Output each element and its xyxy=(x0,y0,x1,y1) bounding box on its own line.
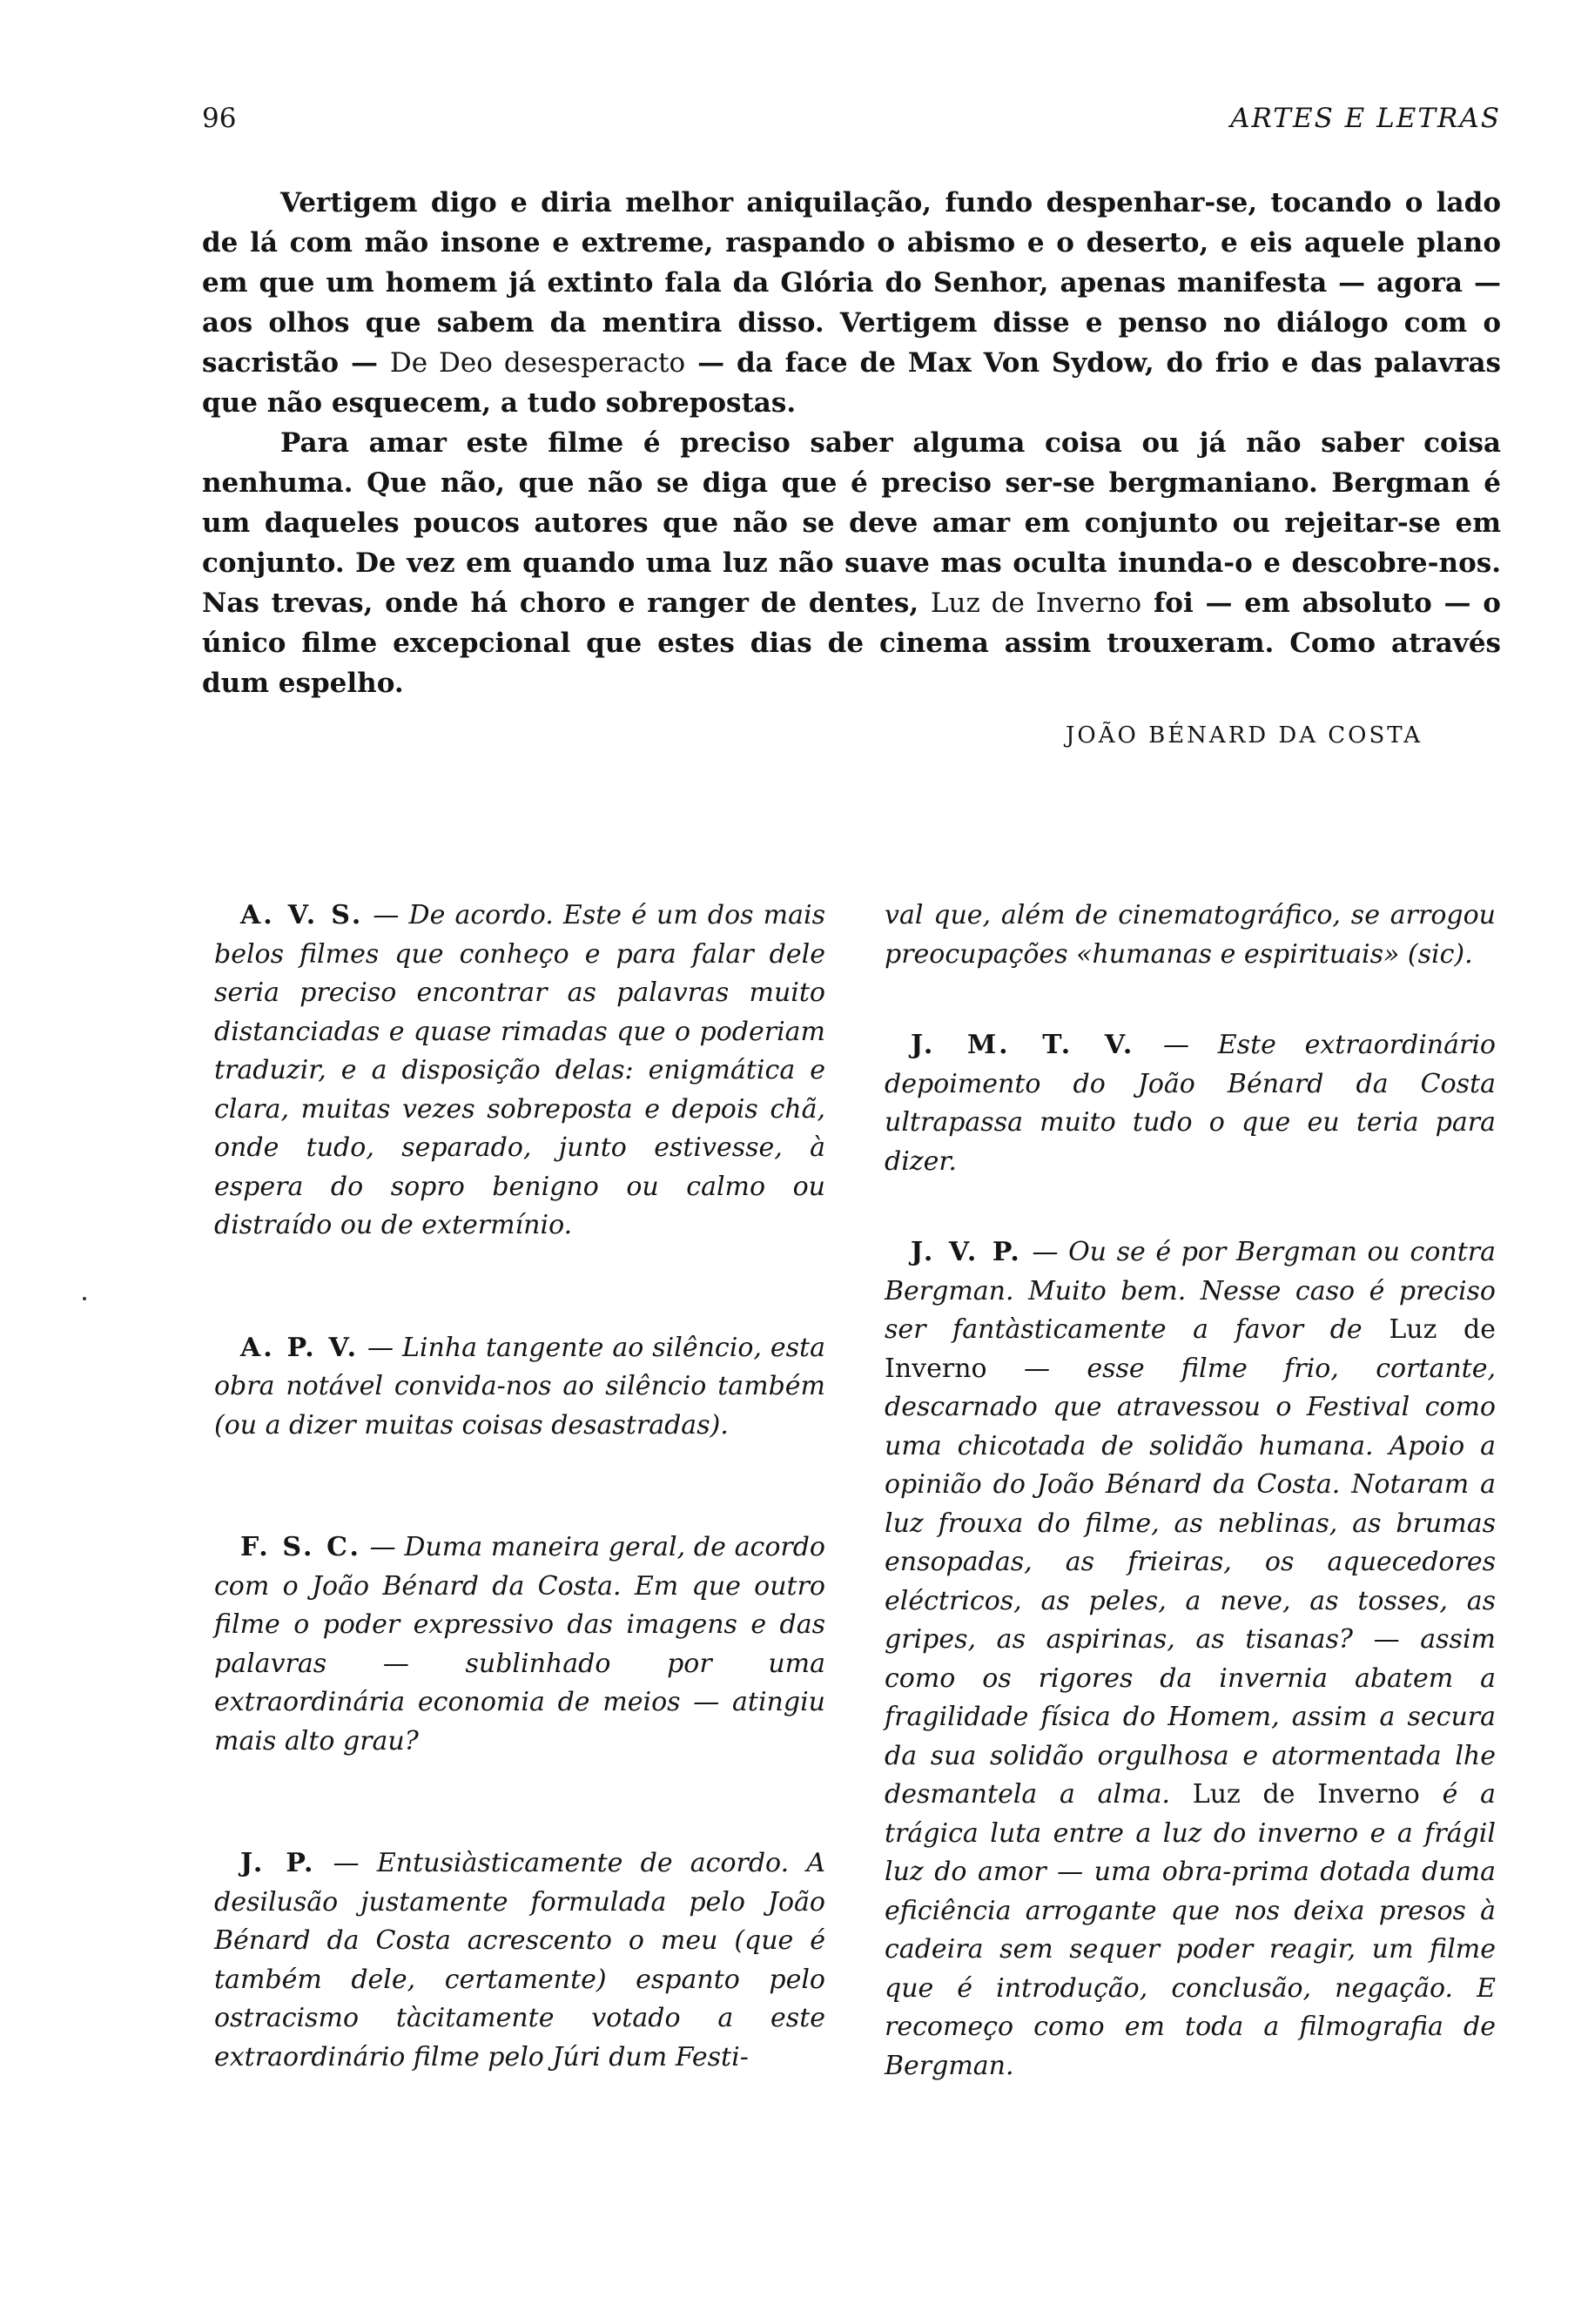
comment-jp-continuation: val que, além de cinematográfico, se arrogou preocupações «humanas e espirituais» (sic). xyxy=(885,900,1496,970)
print-speck xyxy=(83,1297,86,1300)
comment-jmtv xyxy=(885,1026,1496,1181)
intro-text xyxy=(202,183,1501,703)
comment-jp xyxy=(214,1844,825,2077)
speaker-initials: A. P. V. xyxy=(240,1332,360,1363)
page-header xyxy=(202,103,1501,146)
author-signature: JOÃO BÉNARD DA COSTA xyxy=(1066,722,1423,749)
intro-p1-part-b: — da face de Max Von Sydow, do frio e das palavras que não esquecem, a tudo sobrepostas. xyxy=(202,347,1501,419)
speaker-initials: F. S. C. xyxy=(240,1532,361,1562)
comment-text: é a trágica luta entre a luz do inverno e a frágil luz do amor — uma obra-prima dotada duma eficiência arrogante que nos deixa presos à cadeira sem sequer poder reagir, um filme que é introdução, conclusão, negação. E recomeço como em toda a filmografia de Bergman. xyxy=(885,1779,1496,2081)
film-title-de-deo: De Deo desesperacto xyxy=(389,347,686,379)
running-title: ARTES E LETRAS xyxy=(1230,103,1501,134)
film-title-luz-de-inverno: Luz de Inverno xyxy=(885,1314,1497,1384)
intro-p2-part-b: foi — em absoluto — o único filme excepcional que estes dias de cinema assim trouxeram. Como através dum espelho. xyxy=(202,588,1501,699)
comment-text: — esse filme frio, cortante, descarnado que atravessou o Festival como uma chicotada de solidão humana. Apoio a opinião do João Bénard da Costa. Notaram a luz frouxa do filme, as neblinas, as brumas ensopadas, as frieiras, os aquecedores eléctricos, as peles, a neve, as tosses, as gripes, as aspirinas, as tisanas? — assim como os rigores da invernia abatem a fragilidade física do Homem, assim a secura da sua solidão orgulhosa e atormentada lhe desmantela a alma. xyxy=(885,1353,1496,1810)
intro-p2-part-a: Para amar este filme é preciso saber alguma coisa ou já não saber coisa nenhuma. Que não, que não se diga que é preciso ser-se bergmaniano. Bergman é um daqueles poucos autores que não se deve amar em conjunto ou rejeitar-se em conjunto. De vez em quando uma luz não suave mas oculta inunda-o e descobre-nos. Nas trevas, onde há choro e ranger de dentes, xyxy=(202,427,1501,619)
film-title-luz-de-inverno: Luz de Inverno xyxy=(1192,1779,1420,1810)
comments-right-column xyxy=(885,897,1496,2138)
film-title-luz-de-inverno: Luz de Inverno xyxy=(930,588,1142,619)
comments-left-column xyxy=(214,897,825,2160)
comment-jvp xyxy=(885,1233,1496,2086)
comment-text: — Este extraordinário depoimento do João Bénard da Costa ultrapassa muito tudo o que eu teria para dizer. xyxy=(885,1030,1496,1177)
comment-apv xyxy=(214,1329,825,1446)
intro-p1-part-a: Vertigem digo e diria melhor aniquilação, fundo despenhar-se, tocando o lado de lá com mão insone e extreme, raspando o abismo e o deserto, e eis aquele plano em que um homem já extinto fala da Glória do Senhor, apenas manifesta — agora — aos olhos que sabem da mentira disso. Vertigem disse e penso no diálogo com o sacristão — xyxy=(202,187,1501,379)
comment-text: — De acordo. Este é um dos mais belos filmes que conheço e para falar dele seria preciso encontrar as palavras muito distanciadas e quase rimadas que o poderiam traduzir, e a disposição delas: enigmática e clara, muitas vezes sobreposta e depois chã, onde tudo, separado, junto estivesse, à espera do sopro benigno ou calmo ou distraído ou de extermínio. xyxy=(214,900,825,1240)
comment-fsc xyxy=(214,1528,825,1761)
speaker-initials: J. P. xyxy=(240,1848,316,1878)
intro-paragraph-2 xyxy=(202,423,1501,703)
intro-paragraph-1 xyxy=(202,183,1501,423)
comment-text: — Ou se é por Bergman ou contra Bergman. Muito bem. Nesse caso é preciso ser fantàsticamente a favor de xyxy=(885,1237,1496,1345)
comment-avs xyxy=(214,897,825,1246)
speaker-initials: J. V. P. xyxy=(911,1237,1022,1267)
comment-text: — Linha tangente ao silêncio, esta obra notável convida-nos ao silêncio também (ou a dizer muitas coisas desastradas). xyxy=(214,1332,825,1441)
page-number: 96 xyxy=(202,103,237,134)
speaker-initials: A. V. S. xyxy=(240,900,364,930)
comment-text: — Duma maneira geral, de acordo com o João Bénard da Costa. Em que outro filme o poder expressivo das imagens e das palavras — sublinhado por uma extraordinária economia de meios — atingiu mais alto grau? xyxy=(214,1532,825,1756)
comment-text: — Entusiàsticamente de acordo. A desilusão justamente formulada pelo João Bénard da Costa acrescento o meu (que é também dele, certamente) espanto pelo ostracismo tàcitamente votado a este extraordinário filme pelo Júri dum Festi- xyxy=(214,1848,825,2072)
speaker-initials: J. M. T. V. xyxy=(911,1030,1135,1060)
